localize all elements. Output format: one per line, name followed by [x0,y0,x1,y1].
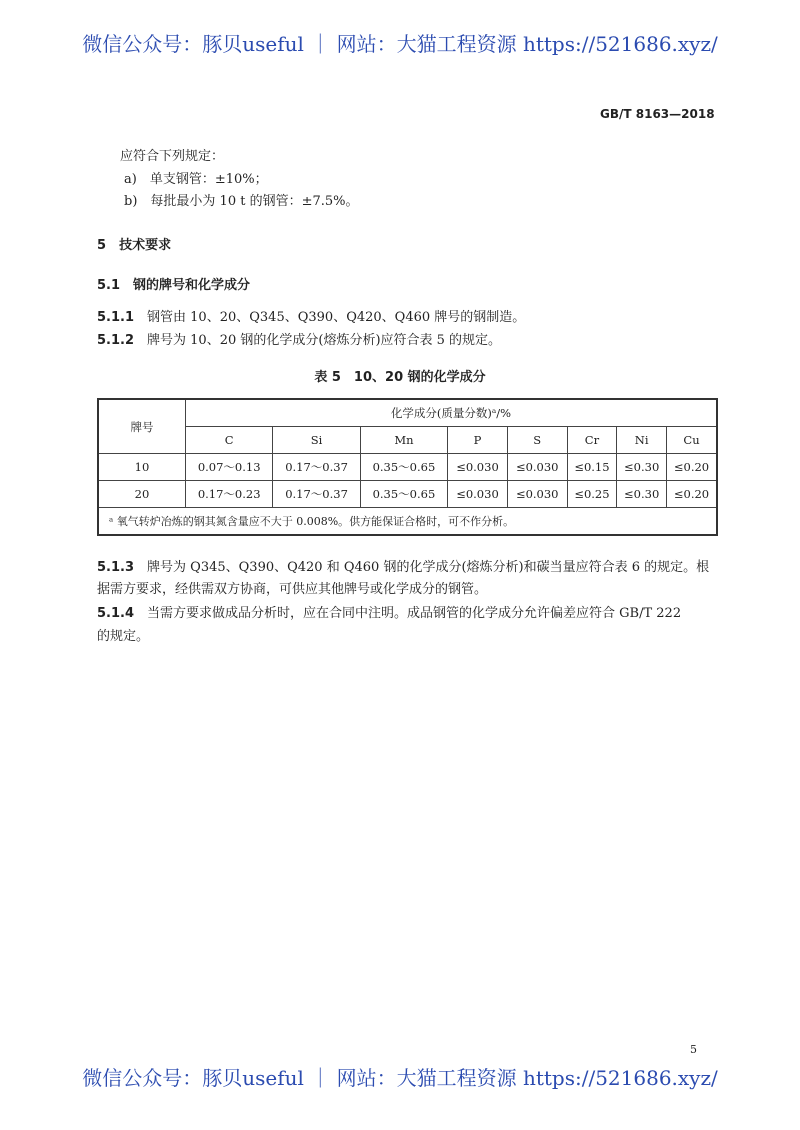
section-5-heading: 5 技术要求 [97,238,172,253]
value-cell: ≤0.30 [617,454,667,481]
table-row [98,481,717,508]
clause-5-1-1: 5.1.1 钢管由 10、20、Q345、Q390、Q420、Q460 牌号的钢制造。 [97,310,526,325]
column-header: Ni [617,427,667,454]
grade-cell: 20 [98,481,186,508]
value-cell: 0.07～0.13 [186,454,273,481]
value-cell: ≤0.030 [507,454,567,481]
value-cell: 0.17～0.37 [273,454,360,481]
value-cell: ≤0.25 [567,481,617,508]
chemical-composition-table [97,398,718,536]
page-number: 5 [690,1043,697,1056]
column-header: P [448,427,508,454]
value-cell: ≤0.30 [617,481,667,508]
value-cell: ≤0.030 [448,481,508,508]
value-cell: ≤0.20 [667,454,718,481]
value-cell: 0.17～0.23 [186,481,273,508]
table-footnote: ᵃ 氧气转炉冶炼的钢其氮含量应不大于 0.008%。供方能保证合格时，可不作分析。 [98,508,717,536]
watermark-top: 微信公众号：豚贝useful ｜ 网站：大猫工程资源 https://521686.xyz/ [82,32,718,56]
value-cell: ≤0.030 [507,481,567,508]
intro-text: 应符合下列规定： [120,149,225,164]
clause-5-1-3-cont: 据需方要求，经供需双方协商，可供应其他牌号或化学成分的钢管。 [97,582,488,597]
clause-5-1-2: 5.1.2 牌号为 10、20 钢的化学成分(熔炼分析)应符合表 5 的规定。 [97,333,502,348]
watermark-bottom: 微信公众号：豚贝useful ｜ 网站：大猫工程资源 https://521686.xyz/ [82,1066,718,1090]
column-header: Cu [667,427,718,454]
standard-code: GB/T 8163—2018 [600,107,715,121]
value-cell: ≤0.20 [667,481,718,508]
value-cell: ≤0.15 [567,454,617,481]
clause-5-1-4: 5.1.4 当需方要求做成品分析时，应在合同中注明。成品钢管的化学成分允许偏差应符合 GB/T 222 [97,606,682,621]
value-cell: 0.35～0.65 [360,481,447,508]
section-5-1-heading: 5.1 钢的牌号和化学成分 [97,278,251,293]
value-cell: 0.17～0.37 [273,481,360,508]
composition-header: 化学成分(质量分数)ᵃ/% [186,399,718,427]
value-cell: ≤0.030 [448,454,508,481]
column-header: S [507,427,567,454]
clause-5-1-4-cont: 的规定。 [97,629,150,644]
column-header: C [186,427,273,454]
grade-cell: 10 [98,454,186,481]
column-header: Cr [567,427,617,454]
list-item-b: b) 每批最小为 10 t 的钢管：±7.5%。 [124,194,359,209]
value-cell: 0.35～0.65 [360,454,447,481]
list-item-a: a) 单支钢管：±10%； [124,172,268,187]
clause-5-1-3: 5.1.3 牌号为 Q345、Q390、Q420 和 Q460 钢的化学成分(熔炼分析)和碳当量应符合表 6 的规定。根 [97,560,710,575]
column-header: Si [273,427,360,454]
grade-header: 牌号 [98,399,186,454]
column-header: Mn [360,427,447,454]
table-caption: 表 5 10、20 钢的化学成分 [314,370,486,385]
table-row [98,454,717,481]
